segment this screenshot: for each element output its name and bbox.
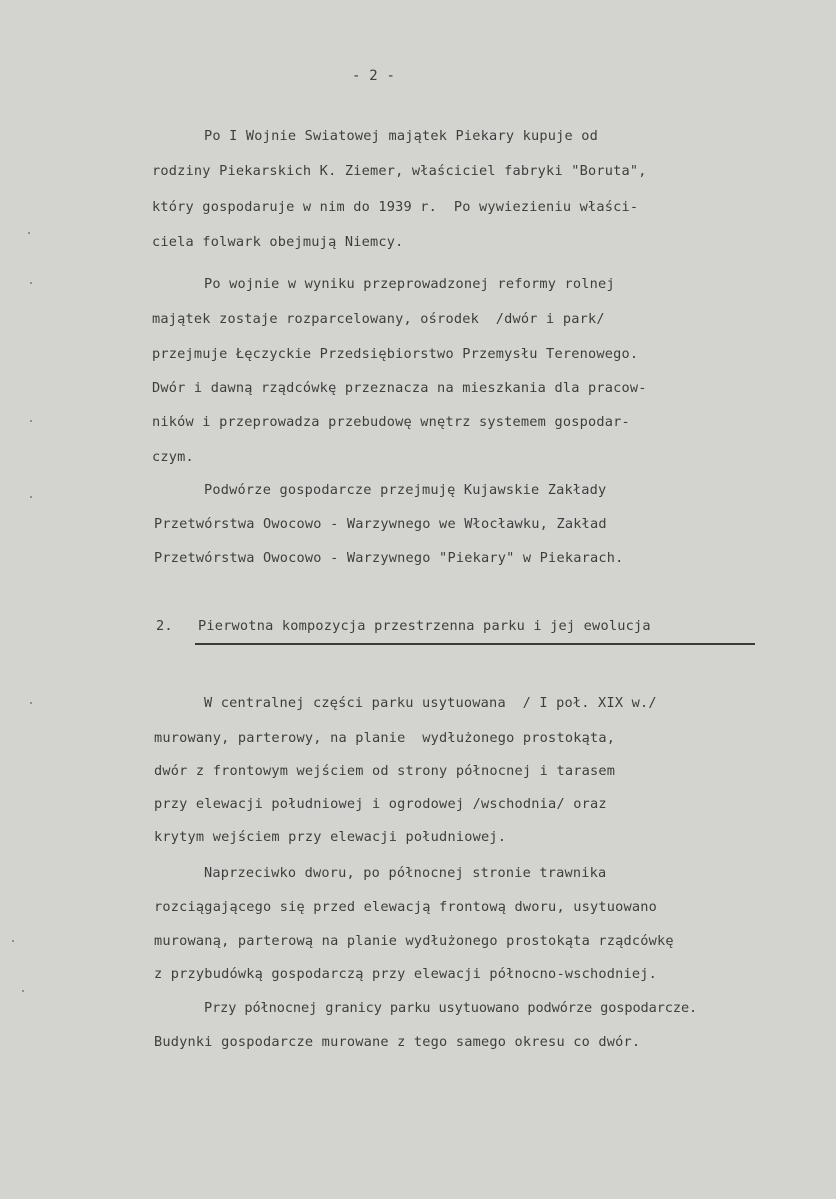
paragraph-1-line-2: rodziny Piekarskich K. Ziemer, właściciel fabryki "Boruta", bbox=[152, 163, 647, 179]
paragraph-2-line-6: czym. bbox=[152, 449, 194, 465]
paragraph-4-line-1: W centralnej części parku usytuowana / I poł. XIX w./ bbox=[204, 695, 657, 711]
paragraph-4-line-4: przy elewacji południowej i ogrodowej /wschodnia/ oraz bbox=[154, 796, 607, 812]
paragraph-4-line-3: dwór z frontowym wejściem od strony północnej i tarasem bbox=[154, 763, 616, 779]
paragraph-1-line-1: Po I Wojnie Swiatowej majątek Piekary kupuje od bbox=[204, 128, 599, 144]
paragraph-1-line-4: ciela folwark obejmują Niemcy. bbox=[152, 234, 404, 250]
paragraph-2-line-3: przejmuje Łęczyckie Przedsiębiorstwo Przemysłu Terenowego. bbox=[152, 346, 639, 362]
scan-speck bbox=[28, 232, 30, 234]
paragraph-5-line-4: z przybudówką gospodarczą przy elewacji północno-wschodniej. bbox=[154, 966, 658, 982]
scan-speck bbox=[30, 702, 32, 704]
scan-speck bbox=[30, 496, 32, 498]
page-number: - 2 - bbox=[352, 68, 396, 84]
scan-speck bbox=[30, 420, 32, 422]
scan-speck bbox=[12, 940, 14, 942]
paragraph-3-line-3: Przetwórstwa Owocowo - Warzywnego "Piekary" w Piekarach. bbox=[154, 550, 624, 566]
paragraph-2-line-5: ników i przeprowadza przebudowę wnętrz systemem gospodar- bbox=[152, 414, 630, 430]
paragraph-4-line-2: murowany, parterowy, na planie wydłużonego prostokąta, bbox=[154, 730, 616, 746]
paragraph-2-line-4: Dwór i dawną rządcówkę przeznacza na mieszkania dla pracow- bbox=[152, 380, 647, 396]
section-title: Pierwotna kompozycja przestrzenna parku i jej ewolucja bbox=[198, 618, 651, 634]
scan-speck bbox=[22, 990, 24, 992]
paragraph-1-line-3: który gospodaruje w nim do 1939 r. Po wywiezieniu właści- bbox=[152, 199, 639, 215]
paragraph-5-line-1: Naprzeciwko dworu, po północnej stronie trawnika bbox=[204, 865, 607, 881]
paragraph-6-line-2: Budynki gospodarcze murowane z tego samego okresu co dwór. bbox=[154, 1034, 641, 1050]
scan-speck bbox=[30, 282, 32, 284]
paragraph-2-line-2: majątek zostaje rozparcelowany, ośrodek /dwór i park/ bbox=[152, 311, 605, 327]
paragraph-6-line-1: Przy północnej granicy parku usytuowano podwórze gospodarcze. bbox=[204, 1000, 698, 1016]
paragraph-5-line-3: murowaną, parterową na planie wydłużonego prostokąta rządcówkę bbox=[154, 933, 674, 949]
section-number: 2. bbox=[156, 618, 173, 634]
paragraph-4-line-5: krytym wejściem przy elewacji południowej. bbox=[154, 829, 507, 845]
paragraph-2-line-1: Po wojnie w wyniku przeprowadzonej reformy rolnej bbox=[204, 276, 615, 292]
section-title-underline bbox=[195, 643, 755, 645]
paragraph-3-line-2: Przetwórstwa Owocowo - Warzywnego we Włocławku, Zakład bbox=[154, 516, 607, 532]
paragraph-5-line-2: rozciągającego się przed elewacją frontową dworu, usytuowano bbox=[154, 899, 658, 915]
paragraph-3-line-1: Podwórze gospodarcze przejmuję Kujawskie Zakłady bbox=[204, 482, 607, 498]
